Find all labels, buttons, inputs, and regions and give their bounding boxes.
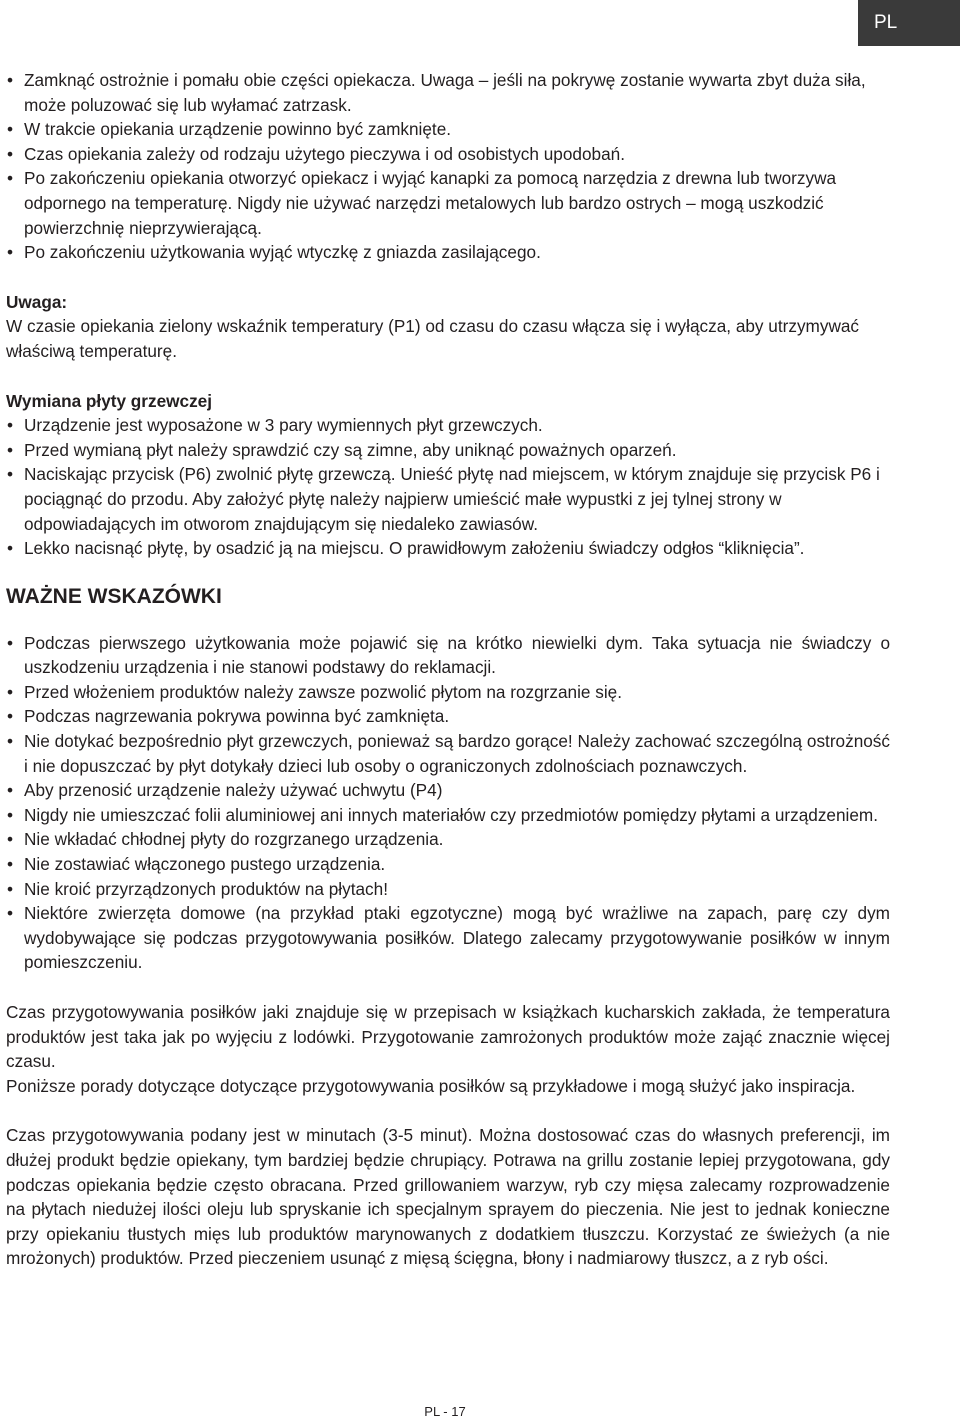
language-tab: PL bbox=[858, 0, 960, 46]
list-item: • Zamknąć ostrożnie i pomału obie części opiekacza. Uwaga – jeśli na pokrywę zostanie wywarta zbyt duża siła, może poluzować się lub wyłamać zatrzask. bbox=[6, 68, 890, 117]
list-item: • Naciskając przycisk (P6) zwolnić płytę grzewczą. Unieść płytę nad miejscem, w którym znajduje się przycisk P6 i pociągnąć do przodu. Aby założyć płytę należy najpierw umieścić małe wypustki z jej tylnej strony w odpowiadających im otworom znajdującym się niedaleko zawiasów. bbox=[6, 462, 890, 536]
list-item: • Podczas nagrzewania pokrywa powinna być zamknięta. bbox=[6, 704, 890, 729]
page-content bbox=[6, 68, 890, 1271]
plates-section-title: Wymiana płyty grzewczej bbox=[6, 390, 213, 411]
paragraph-tips-examples: Poniższe porady dotyczące dotyczące przygotowywania posiłków są przykładowe i mogą służyć jako inspiracja. bbox=[6, 1075, 856, 1096]
cooking-notes bbox=[6, 1000, 890, 1271]
list-item: • Po zakończeniu opiekania otworzyć opiekacz i wyjąć kanapki za pomocą narzędzia z drewna lub tworzywa odpornego na temperaturę. Nigdy nie używać narzędzi metalowych lub bardzo ostrych – mogą uszkodzić powierzchnię nieprzywierającą. bbox=[6, 166, 890, 240]
list-item: • Przed wymianą płyt należy sprawdzić czy są zimne, aby uniknąć poważnych oparzeń. bbox=[6, 438, 890, 463]
list-item: • Nie zostawiać włączonego pustego urządzenia. bbox=[6, 852, 890, 877]
list-item: • Niektóre zwierzęta domowe (na przykład ptaki egzotyczne) mogą być wrażliwe na zapach, parę czy dym wydobywające się podczas przygotowywania posiłków. Dlatego zalecamy przygotowywanie posiłków w innym pomieszczeniu. bbox=[6, 901, 890, 975]
list-item: • Nie wkładać chłodnej płyty do rozgrzanego urządzenia. bbox=[6, 827, 890, 852]
list-item: • Podczas pierwszego użytkowania może pojawić się na krótko niewielki dym. Taka sytuacja nie świadczy o uszkodzeniu urządzenia i nie stanowi podstawy do reklamacji. bbox=[6, 631, 890, 680]
list-item: • Nie dotykać bezpośrednio płyt grzewczych, ponieważ są bardzo gorące! Należy zachować szczególną ostrożność i nie dopuszczać by płyt dotykały dzieci lub osoby o ograniczonych zdolnościach poznawczych. bbox=[6, 729, 890, 778]
list-item: • Aby przenosić urządzenie należy używać uchwytu (P4) bbox=[6, 778, 890, 803]
list-item: • Urządzenie jest wyposażone w 3 pary wymiennych płyt grzewczych. bbox=[6, 413, 890, 438]
list-item: • Nigdy nie umieszczać folii aluminiowej ani innych materiałów czy przedmiotów pomiędzy płytami a urządzeniem. bbox=[6, 803, 890, 828]
list-item: • W trakcie opiekania urządzenie powinno być zamknięte. bbox=[6, 117, 890, 142]
toasting-steps-list bbox=[6, 68, 890, 265]
paragraph-cooking-time: Czas przygotowywania posiłków jaki znajduje się w przepisach w książkach kucharskich zakłada, że temperatura produktów jest taka jak po wyjęciu z lodówki. Przygotowanie zamrożonych produktów może zająć znacznie więcej czasu. bbox=[6, 1002, 890, 1072]
list-item: • Przed włożeniem produktów należy zawsze pozwolić płytom na rozgrzanie się. bbox=[6, 680, 890, 705]
tips-list bbox=[6, 631, 890, 975]
paragraph-preparation: Czas przygotowywania podany jest w minutach (3-5 minut). Można dostosować czas do własnych preferencji, im dłużej produkt będzie opiekany, tym bardziej będzie chrupiący. Potrawa na grillu zostanie lepiej przygotowana, gdy podczas opiekania będzie często obracana. Przed grillowaniem warzyw, ryb czy mięsa zalecamy rozprowadzenie na płytach niedużej ilości oleju lub spryskanie ich specjalnym sprayem do pieczenia. Nie jest to jednak konieczne przy opiekaniu tłustych mięs lub produktów marynowanych z dodatkiem tłuszczu. Korzystać ze świeżych (a nie mrożonych) produktów. Przed pieczeniem usunąć z mięsą ścięgna, błony i nadmiarowy tłuszcz, a z ryb ości. bbox=[6, 1125, 890, 1269]
list-item: • Nie kroić przyrządzonych produktów na płytach! bbox=[6, 877, 890, 902]
list-item: • Lekko nacisnąć płytę, by osadzić ją na miejscu. O prawidłowym założeniu świadczy odgłos “kliknięcia”. bbox=[6, 536, 890, 561]
list-item: • Czas opiekania zależy od rodzaju użytego pieczywa i od osobistych upodobań. bbox=[6, 142, 890, 167]
tips-section-title: WAŻNE WSKAZÓWKI bbox=[6, 584, 222, 608]
page-number: PL - 17 bbox=[424, 1404, 466, 1419]
plates-list bbox=[6, 413, 890, 561]
note-label: Uwaga: bbox=[6, 291, 68, 312]
list-item: • Po zakończeniu użytkowania wyjąć wtyczkę z gniazda zasilającego. bbox=[6, 240, 890, 265]
note-text: W czasie opiekania zielony wskaźnik temperatury (P1) od czasu do czasu włącza się i wyłącza, aby utrzymywać właściwą temperaturę. bbox=[6, 316, 860, 361]
